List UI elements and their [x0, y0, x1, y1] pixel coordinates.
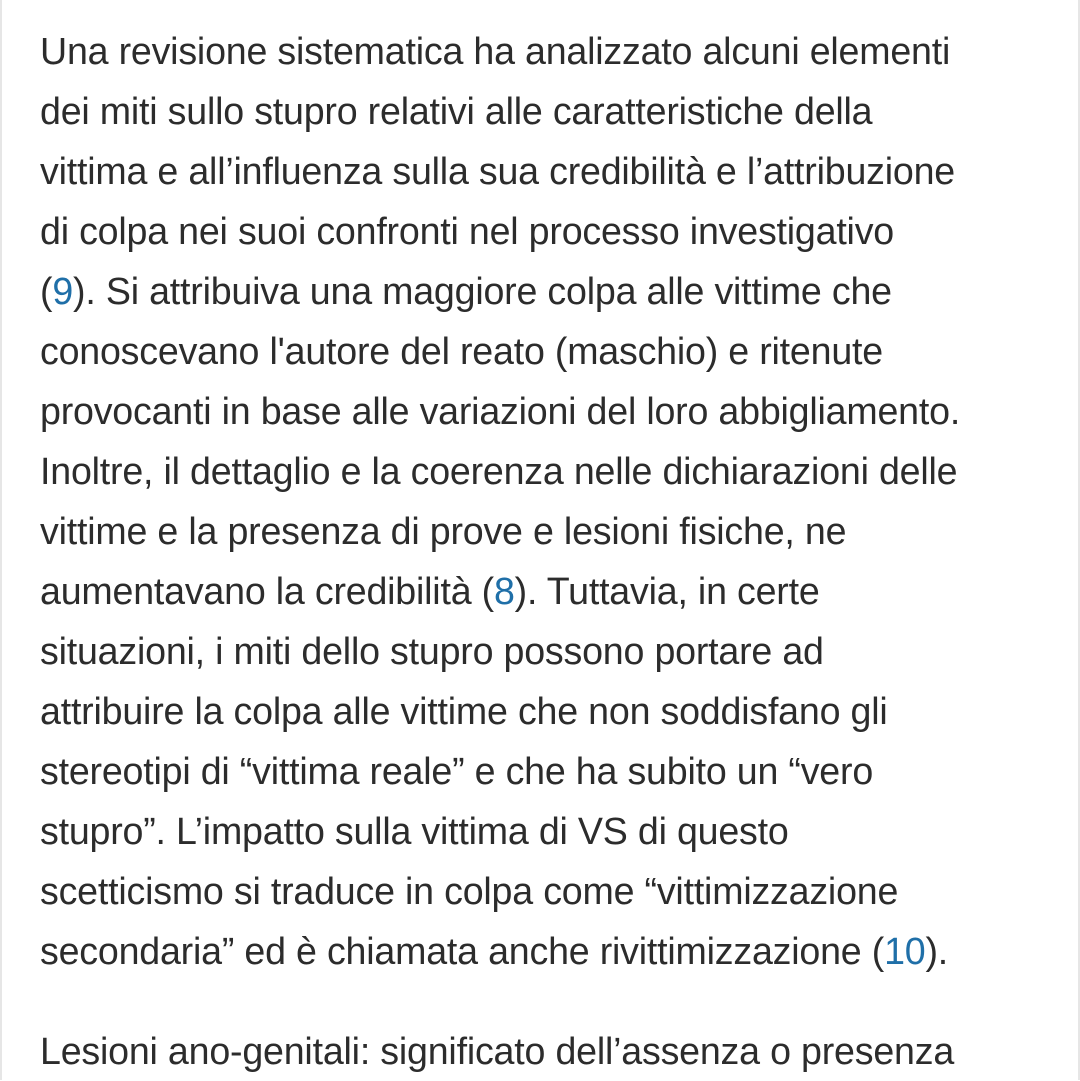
paragraph-line: scetticismo si traduce in colpa come “vittimizzazione [40, 870, 899, 912]
paragraph-line: attribuire la colpa alle vittime che non soddisfano gli [40, 690, 888, 732]
paragraph-line: aumentavano la credibilità (8). Tuttavia, in certe [40, 570, 820, 612]
paragraph-line: Una revisione sistematica ha analizzato alcuni elementi [40, 30, 951, 72]
paragraph-line: vittime e la presenza di prove e lesioni fisiche, ne [40, 510, 847, 552]
paragraph-line: conoscevano l'autore del reato (maschio) e ritenute [40, 330, 883, 372]
paragraph-line: (9). Si attribuiva una maggiore colpa alle vittime che [40, 270, 892, 312]
paragraph-line: stereotipi di “vittima reale” e che ha subito un “vero [40, 750, 874, 792]
paragraph-line: di colpa nei suoi confronti nel processo investigativo [40, 210, 894, 252]
article-paragraph [40, 21, 1050, 981]
paragraph-line: situazioni, i miti dello stupro possono portare ad [40, 630, 824, 672]
citation-link-8[interactable]: 8 [493, 570, 515, 612]
section-heading: Lesioni ano-genitali: significato dell’assenza o presenza [40, 1030, 955, 1072]
paragraph-line: dei miti sullo stupro relativi alle caratteristiche della [40, 90, 873, 132]
page-left-border [0, 0, 2, 1080]
paragraph-line: vittima e all’influenza sulla sua credibilità e l’attribuzione [40, 150, 955, 192]
paragraph-line: stupro”. L’impatto sulla vittima di VS di questo [40, 810, 789, 852]
citation-link-10[interactable]: 10 [884, 930, 926, 972]
paragraph-line: Inoltre, il dettaglio e la coerenza nelle dichiarazioni delle [40, 450, 958, 492]
paragraph-line: provocanti in base alle variazioni del loro abbigliamento. [40, 390, 961, 432]
citation-link-9[interactable]: 9 [52, 270, 74, 312]
paragraph-line: secondaria” ed è chiamata anche rivittimizzazione (10). [40, 930, 949, 972]
